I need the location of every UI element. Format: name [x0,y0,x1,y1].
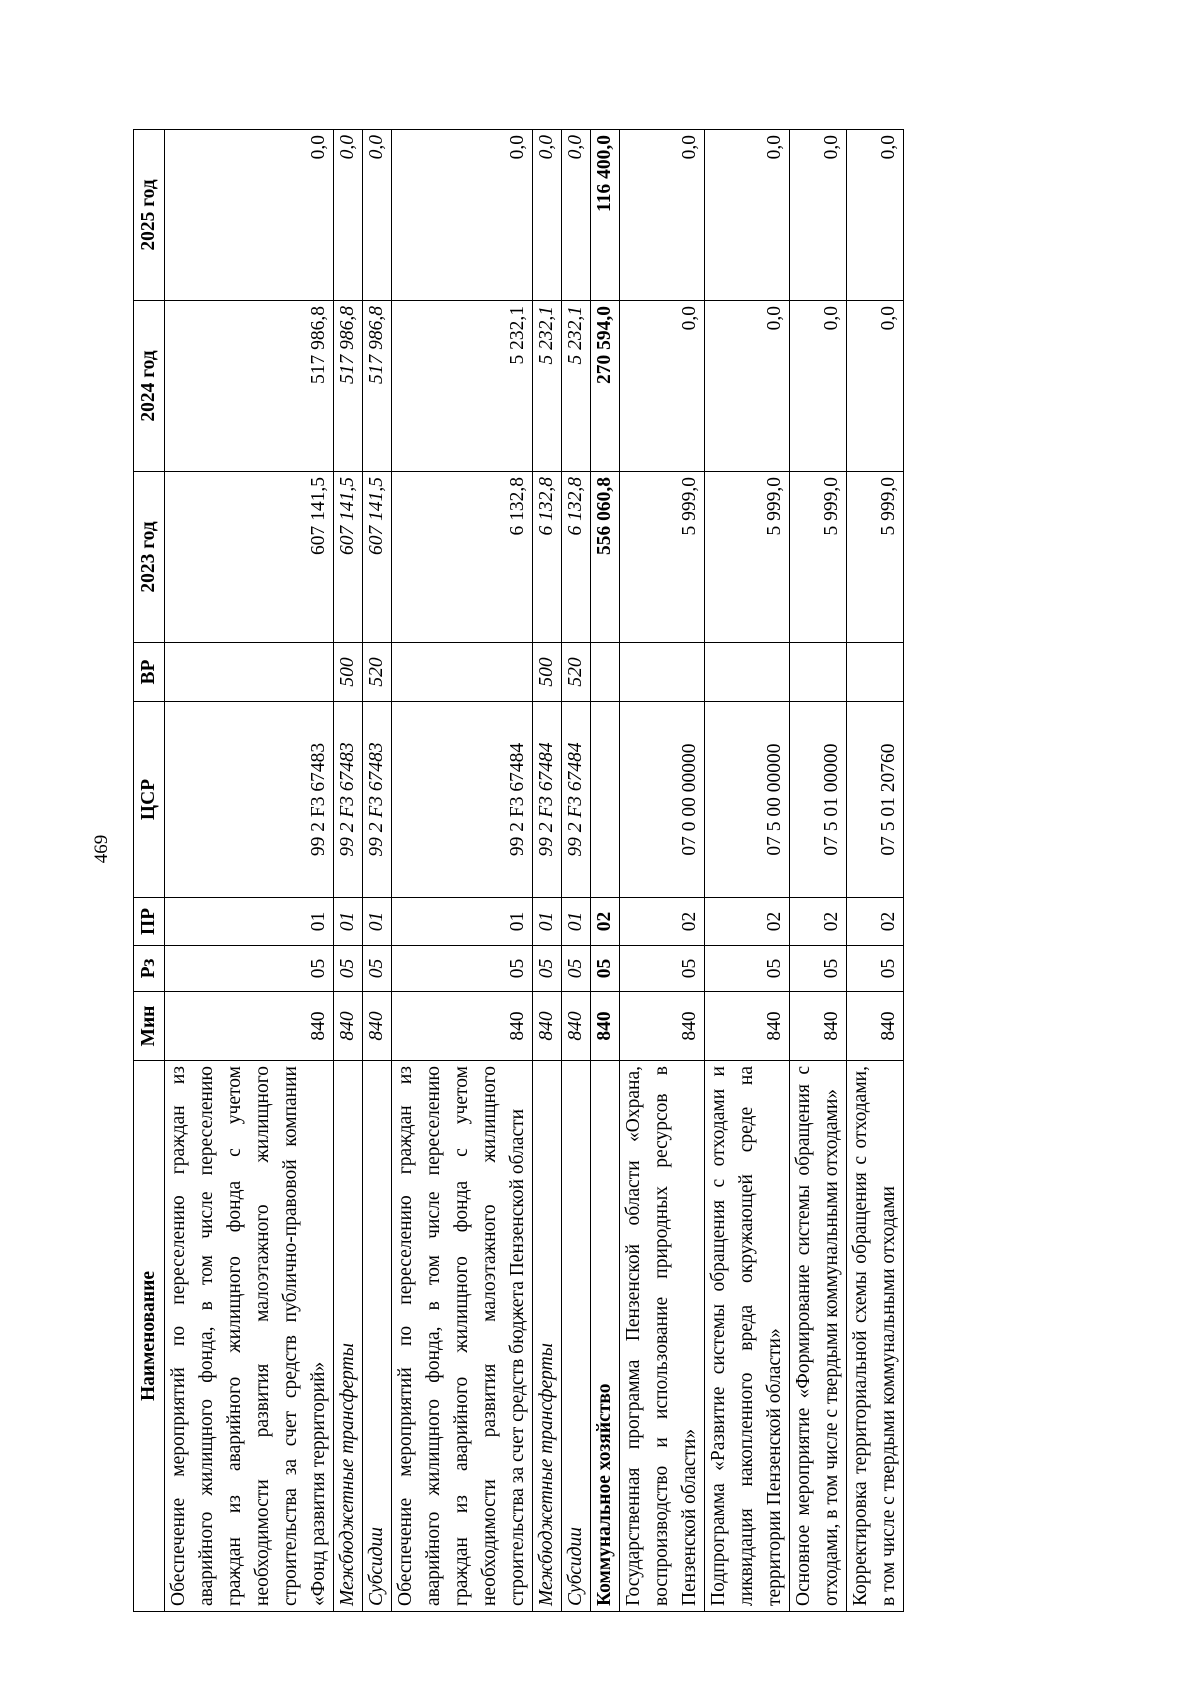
table-row [790,130,847,1612]
header-2023: 2023 год [134,472,165,643]
cell-2024: 270 594,0 [591,301,620,472]
cell-2023: 5 999,0 [705,472,790,643]
cell-vr [591,643,620,702]
cell-2023: 6 132,8 [533,472,562,643]
cell-vr [790,643,847,702]
cell-csr: 99 2 F3 67484 [392,702,533,898]
page-number: 469 [91,834,112,864]
cell-pr: 01 [392,898,533,946]
header-name: Наименование [134,1061,165,1612]
header-pr: ПР [134,898,165,946]
cell-rz: 05 [790,946,847,992]
cell-min: 840 [334,992,363,1061]
cell-pr: 01 [165,898,334,946]
cell-2024: 517 986,8 [165,301,334,472]
cell-2023: 607 141,5 [363,472,392,643]
cell-2023: 6 132,8 [392,472,533,643]
cell-pr: 01 [533,898,562,946]
cell-csr: 99 2 F3 67484 [562,702,591,898]
cell-2025: 0,0 [165,130,334,301]
table-row [165,130,334,1612]
cell-2025: 0,0 [334,130,363,301]
cell-2025: 116 400,0 [591,130,620,301]
header-vr: ВР [134,643,165,702]
cell-rz: 05 [705,946,790,992]
cell-2025: 0,0 [705,130,790,301]
table-header-row [134,130,165,1612]
cell-2024: 0,0 [620,301,705,472]
cell-rz: 05 [847,946,904,992]
cell-csr: 07 5 00 00000 [705,702,790,898]
cell-pr: 01 [334,898,363,946]
header-2024: 2024 год [134,301,165,472]
cell-2025: 0,0 [790,130,847,301]
table-row [620,130,705,1612]
cell-rz: 05 [392,946,533,992]
cell-rz: 05 [562,946,591,992]
table-row [533,130,562,1612]
table-row [562,130,591,1612]
header-min: Мин [134,992,165,1061]
cell-name: Основное мероприятие «Формирование системы обращения с отходами, в том числе с твердыми коммунальными отходами» [790,1061,847,1612]
header-2025: 2025 год [134,130,165,301]
cell-name: Межбюджетные трансферты [533,1061,562,1612]
cell-vr: 520 [363,643,392,702]
table-row [392,130,533,1612]
cell-name: Обеспечение мероприятий по переселению граждан из аварийного жилищного фонда, в том числе переселению граждан из аварийного жилищного фонда с учетом необходимости развития малоэтажного жилищного строительства за счет средств бюджета Пензенской области [392,1061,533,1612]
cell-csr: 07 5 01 20760 [847,702,904,898]
cell-2025: 0,0 [562,130,591,301]
cell-2024: 0,0 [705,301,790,472]
header-csr: ЦСР [134,702,165,898]
cell-name: Подпрограмма «Развитие системы обращения с отходами и ликвидация накопленного вреда окружающей среде на территории Пензенской области» [705,1061,790,1612]
cell-2025: 0,0 [620,130,705,301]
cell-name: Коммунальное хозяйство [591,1061,620,1612]
cell-csr: 07 5 01 00000 [790,702,847,898]
cell-rz: 05 [334,946,363,992]
cell-name: Субсидии [562,1061,591,1612]
cell-min: 840 [705,992,790,1061]
table-row [334,130,363,1612]
cell-2023: 607 141,5 [334,472,363,643]
cell-name: Субсидии [363,1061,392,1612]
cell-2024: 517 986,8 [334,301,363,472]
cell-min: 840 [620,992,705,1061]
cell-2025: 0,0 [392,130,533,301]
cell-2024: 5 232,1 [533,301,562,472]
cell-2025: 0,0 [363,130,392,301]
cell-vr: 500 [334,643,363,702]
cell-vr [392,643,533,702]
table-row [705,130,790,1612]
cell-vr [620,643,705,702]
cell-min: 840 [591,992,620,1061]
cell-pr: 02 [790,898,847,946]
cell-min: 840 [363,992,392,1061]
cell-vr [165,643,334,702]
cell-2023: 556 060,8 [591,472,620,643]
cell-pr: 02 [847,898,904,946]
cell-2023: 607 141,5 [165,472,334,643]
cell-min: 840 [562,992,591,1061]
cell-pr: 01 [562,898,591,946]
cell-min: 840 [847,992,904,1061]
cell-2024: 5 232,1 [392,301,533,472]
cell-2024: 0,0 [790,301,847,472]
cell-2024: 5 232,1 [562,301,591,472]
cell-vr: 500 [533,643,562,702]
cell-2023: 5 999,0 [847,472,904,643]
cell-csr [591,702,620,898]
cell-2023: 5 999,0 [620,472,705,643]
cell-min: 840 [790,992,847,1061]
cell-min: 840 [165,992,334,1061]
cell-min: 840 [533,992,562,1061]
cell-pr: 02 [620,898,705,946]
cell-2024: 0,0 [847,301,904,472]
table-row [591,130,620,1612]
cell-csr: 99 2 F3 67483 [334,702,363,898]
header-rz: Рз [134,946,165,992]
cell-rz: 05 [165,946,334,992]
cell-2023: 6 132,8 [562,472,591,643]
cell-2025: 0,0 [847,130,904,301]
cell-name: Межбюджетные трансферты [334,1061,363,1612]
cell-rz: 05 [533,946,562,992]
cell-2024: 517 986,8 [363,301,392,472]
cell-csr: 99 2 F3 67484 [533,702,562,898]
cell-csr: 99 2 F3 67483 [363,702,392,898]
table-row [363,130,392,1612]
rotated-table-container [133,130,1048,1612]
table-row [847,130,904,1612]
cell-pr: 02 [705,898,790,946]
cell-rz: 05 [363,946,392,992]
cell-csr: 07 0 00 00000 [620,702,705,898]
cell-2023: 5 999,0 [790,472,847,643]
cell-pr: 01 [363,898,392,946]
cell-csr: 99 2 F3 67483 [165,702,334,898]
cell-vr [847,643,904,702]
cell-vr [705,643,790,702]
cell-rz: 05 [591,946,620,992]
cell-name: Обеспечение мероприятий по переселению граждан из аварийного жилищного фонда, в том числе переселению граждан из аварийного жилищного фонда с учетом необходимости развития малоэтажного жилищного строительства за счет средств публично-правовой компании «Фонд развития территорий» [165,1061,334,1612]
cell-name: Корректировка территориальной схемы обращения с отходами, в том числе с твердыми коммунальными отходами [847,1061,904,1612]
cell-2025: 0,0 [533,130,562,301]
budget-table [133,129,904,1612]
cell-rz: 05 [620,946,705,992]
cell-min: 840 [392,992,533,1061]
cell-pr: 02 [591,898,620,946]
cell-vr: 520 [562,643,591,702]
cell-name: Государственная программа Пензенской области «Охрана, воспроизводство и использование природных ресурсов в Пензенской области» [620,1061,705,1612]
